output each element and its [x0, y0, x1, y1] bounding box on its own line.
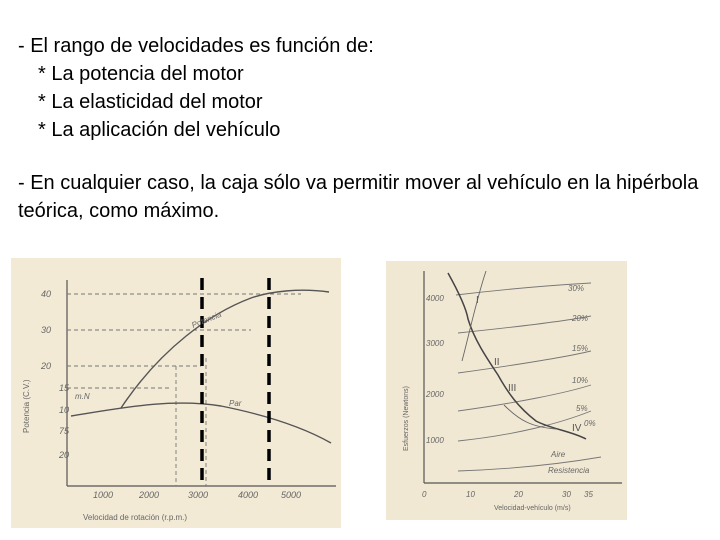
x-tick-labels: [422, 490, 593, 499]
x-tick-labels: [93, 490, 301, 500]
traction-diagram-svg: [386, 261, 627, 520]
torque-unit-label: m.N: [75, 392, 90, 401]
air-label: Aire: [551, 450, 566, 459]
slope-labels: [568, 284, 596, 428]
engine-curves-figure: [11, 258, 341, 528]
y-tick: 4000: [426, 294, 444, 303]
y-tick: 10: [59, 405, 70, 415]
y-tick: 30: [41, 325, 52, 335]
slope-label: 0%: [584, 419, 596, 428]
x-tick: 10: [466, 490, 475, 499]
x-tick: 30: [562, 490, 571, 499]
x-tick: 2000: [139, 490, 160, 500]
hyperbola-curve: [462, 271, 486, 361]
x-tick: 1000: [93, 490, 114, 500]
x-axis-label: Velocidad de rotación (r.p.m.): [83, 513, 188, 522]
power-curve: [121, 290, 329, 408]
y-tick-labels: [40, 289, 70, 460]
x-tick: 5000: [281, 490, 302, 500]
y-tick: 2000: [426, 390, 444, 399]
y-tick: 3000: [426, 339, 444, 348]
guide-lines: [67, 294, 301, 486]
x-tick: 3000: [188, 490, 209, 500]
x-tick: 0: [422, 490, 427, 499]
slope-label: 10%: [572, 376, 589, 385]
gear-label: IV: [572, 423, 582, 434]
y-axis-label: Esfuerzos (Newtons): [403, 386, 410, 451]
engine-curves-svg: [11, 258, 341, 528]
sub-item-elasticity: * La elasticidad del motor: [38, 91, 263, 113]
bullet-range: - El rango de velocidades es función de:: [18, 35, 374, 57]
y-tick-labels: [425, 294, 444, 445]
x-tick: 35: [584, 490, 593, 499]
sub-item-power: * La potencia del motor: [38, 63, 244, 85]
slope-label: 20%: [572, 314, 589, 323]
gear-label: III: [508, 383, 517, 394]
y-tick: 1000: [426, 436, 444, 445]
x-tick: 4000: [238, 490, 259, 500]
gear-label: II: [494, 357, 500, 368]
x-tick: 20: [514, 490, 523, 499]
slope-label: 15%: [572, 344, 589, 353]
x-axis-label: Velocidad-vehículo (m/s): [494, 505, 571, 512]
y-tick: 40: [41, 289, 52, 299]
y-tick: 20: [59, 450, 70, 460]
torque-curve-label: Par: [229, 399, 242, 408]
gear-label: I: [476, 295, 479, 306]
slope-label: 30%: [568, 284, 585, 293]
traction-diagram-figure: [386, 261, 627, 520]
power-curve-label: Potencia: [190, 309, 223, 330]
y-axis-label: Potencia (C.V.): [22, 379, 31, 433]
slide-text: [18, 32, 708, 225]
y-tick: 75: [59, 426, 70, 436]
resistance-label: Resistencia: [548, 466, 590, 475]
y-tick: 15: [59, 383, 70, 393]
sub-item-application: * La aplicación del vehículo: [38, 119, 281, 141]
y-tick: 20: [41, 361, 52, 371]
bullet-hyperbola: - En cualquier caso, la caja sólo va permitir mover al vehículo en la hipérbola teórica, como máximo.: [18, 172, 699, 222]
slope-label: 5%: [576, 404, 588, 413]
